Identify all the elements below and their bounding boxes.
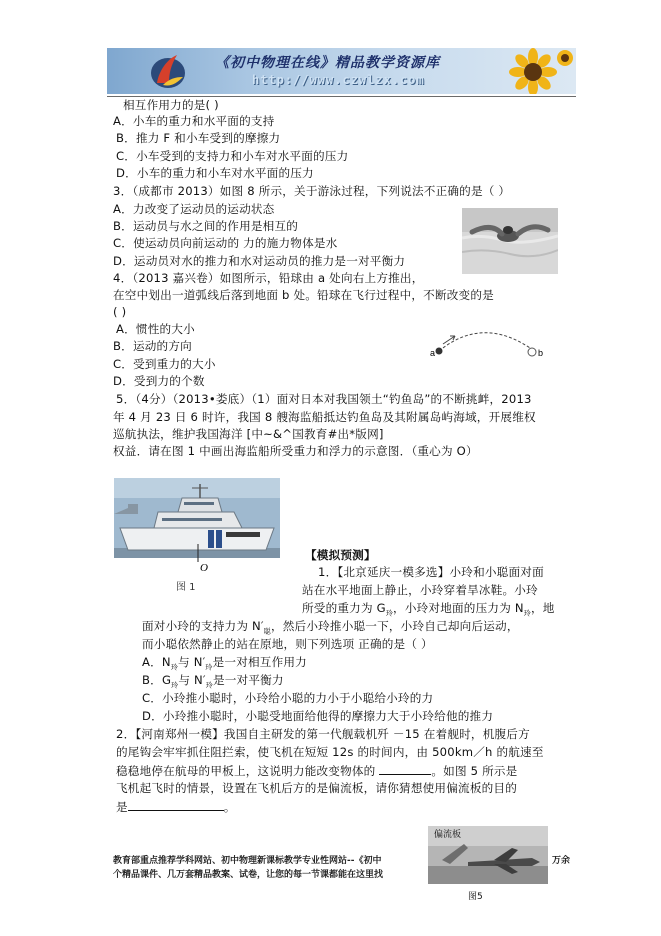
option-line: C．受到重力的大小	[113, 357, 216, 371]
option-line: B．运动的方向	[113, 339, 192, 353]
jet-figure	[428, 826, 548, 884]
banner-title: 《初中物理在线》精品教学资源库	[215, 55, 440, 71]
mock-q2-line: 的尾钩会牢牢抓住阻拦索，使飞机在短短 12s 的时间内，由 500km／h 的航速至	[116, 745, 544, 759]
mock-q1-line: 站在水平地面上静止，小玲穿着旱冰鞋。小玲	[302, 583, 538, 597]
point-b-label: b	[538, 348, 544, 358]
mock-q1-line: 1．【北京延庆一模多选】小玲和小聪面对面	[318, 565, 544, 579]
deflector-label: 偏流板	[434, 830, 462, 840]
option-line: A．小车的重力和水平面的支持	[113, 114, 275, 128]
banner-url[interactable]: http://www.czwlzx.com	[252, 73, 425, 87]
q-line: 年 4 月 23 日 6 时许，我国 8 艘海监船抵达钓鱼岛及其附属岛屿海域，开展维权	[113, 410, 536, 424]
footer-line: 万余	[552, 856, 571, 866]
option-line: D．受到力的个数	[113, 374, 205, 388]
mock-q1-line: 面对小玲的支持力为 $N'_聪$，然后小玲推小聪一下，小玲自己却向后运动，	[142, 619, 519, 636]
mock-q2-line: 2．【河南郑州一模】我国自主研发的第一代舰载机歼 －15 在着舰时，机腹后方	[116, 727, 530, 741]
mock-q2-line: 是 。	[116, 800, 236, 814]
mock-q1-line: 而小聪依然静止的站在原地，则下列选项 正确的是（ ）	[142, 637, 433, 651]
shotput-trajectory-figure	[426, 324, 546, 372]
option-line: D．小车的重力和小车对水平面的压力	[116, 166, 314, 180]
footer-line: 教育部重点推荐学科网站、初中物理新课标教学专业性网站--《初中	[113, 856, 382, 866]
q-line: 权益．请在图 1 中画出海监船所受重力和浮力的示意图．（重心为 O）	[113, 444, 478, 458]
option-line: C．使运动员向前运动的 力的施力物体是水	[113, 236, 338, 250]
ship-figure	[114, 478, 280, 596]
option-line: B．运动员与水之间的作用是相互的	[113, 219, 299, 233]
mock-option-b: B．$G_玲$与 $N'_玲$是一对平衡力	[142, 673, 284, 690]
option-line: A．惯性的大小	[116, 322, 195, 336]
mock-option-c: C．小玲推小聪时，小玲给小聪的力小于小聪给小玲的力	[142, 691, 434, 705]
mock-heading: 【模拟预测】	[305, 548, 376, 562]
answer-blank[interactable]	[379, 763, 431, 775]
question-5: 5．（4分）（2013•娄底）（1）面对日本对我国领土“钓鱼岛”的不断挑衅，2013	[116, 392, 532, 406]
mock-option-d: D．小玲推小聪时，小聪受地面给他得的摩擦力大于小玲给他的推力	[142, 709, 494, 723]
mock-option-a: A．$N_玲$与 $N'_玲$是一对相互作用力	[142, 655, 307, 672]
question-4: 4．（2013 嘉兴卷）如图所示，铅球由 a 处向右上方推出，	[113, 271, 424, 285]
site-logo	[147, 51, 189, 91]
sunflower-icon	[499, 48, 576, 94]
center-o-label: O	[200, 562, 208, 574]
header-rule	[107, 96, 576, 97]
header-banner	[107, 48, 576, 94]
option-line: D．运动员对水的推力和水对运动员的推力是一对平衡力	[113, 254, 406, 268]
option-line: B．推力 F 和小车受到的摩擦力	[116, 131, 281, 145]
figure-1-caption: 图 1	[176, 582, 196, 593]
point-a-label: a	[430, 348, 436, 358]
footer-line: 个精品课件、几万套精品教案、试卷，让您的每一节课都能在这里找	[113, 870, 384, 880]
q-line: 在空中划出一道弧线后落到地面 b 处。铅球在飞行过程中，不断改变的是	[113, 288, 494, 302]
answer-parens: ( )	[113, 305, 127, 319]
mock-q2-line: 稳稳地停在航母的甲板上，这说明力能改变物体的 。如图 5 所示是	[116, 764, 518, 778]
q-line: 相互作用力的是( )	[123, 98, 219, 112]
mock-q2-line: 飞机起飞时的情景，设置在飞机后方的是偏流板，请你猜想使用偏流板的目的	[116, 781, 517, 795]
option-line: C．小车受到的支持力和小车对水平面的压力	[116, 149, 349, 163]
mock-q1-line: 所受的重力为 $G_玲$，小玲对地面的压力为 $N_玲$，地	[302, 601, 555, 618]
q-line: 巡航执法，维护我国海洋 [中~&^国教育#出*版网]	[113, 427, 384, 441]
question-3: 3．（成都市 2013）如图 8 所示，关于游泳过程，下列说法不正确的是（ ）	[113, 184, 511, 198]
figure-5-caption: 图5	[468, 892, 483, 902]
swimmer-figure	[462, 208, 558, 274]
option-line: A．力改变了运动员的运动状态	[113, 202, 275, 216]
answer-blank[interactable]	[128, 799, 224, 811]
